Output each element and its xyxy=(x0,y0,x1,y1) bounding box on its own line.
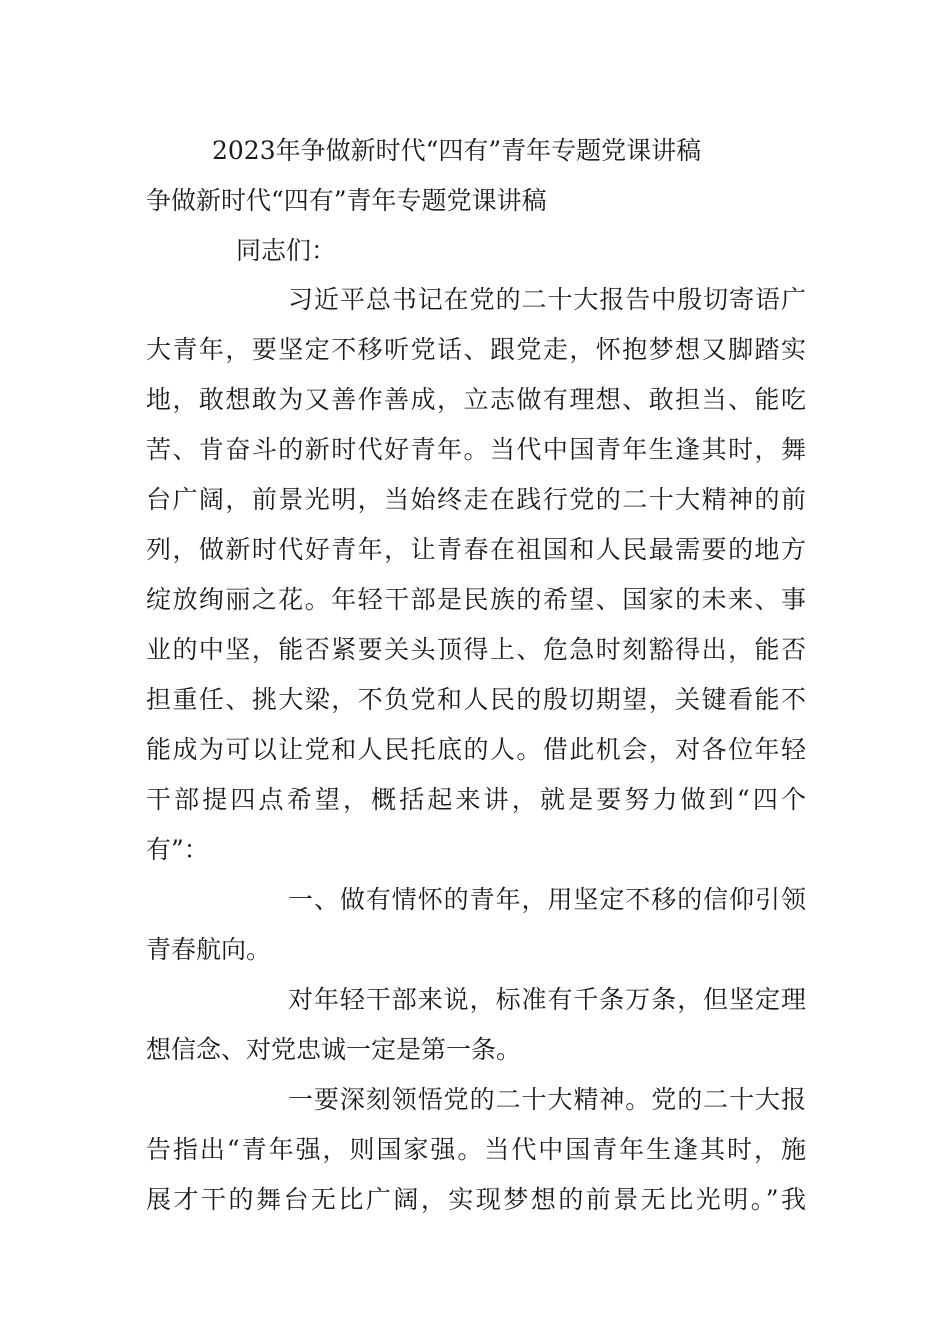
paragraph-line: 担重任、挑大梁，不负党和人民的殷切期望，关键看能不 xyxy=(146,685,806,714)
paragraph-line: 能成为可以让党和人民托底的人。借此机会，对各位年轻 xyxy=(146,735,806,764)
document-subtitle: 争做新时代“四有”青年专题党课讲稿 xyxy=(146,186,547,215)
paragraph-line: 大青年，要坚定不移听党话、跟党走，怀抱梦想又脚踏实 xyxy=(146,335,806,364)
paragraph-line: 苦、肯奋斗的新时代好青年。当代中国青年生逢其时，舞 xyxy=(146,435,806,464)
paragraph-line: 地，敢想敢为又善作善成，立志做有理想、敢担当、能吃 xyxy=(146,385,806,414)
paragraph-line: 想信念、对党忠诚一定是第一条。 xyxy=(146,1035,522,1064)
document-title: 2023年争做新时代“四有”青年专题党课讲稿 xyxy=(212,136,702,165)
paragraph-line: 对年轻干部来说，标准有千条万条，但坚定理 xyxy=(288,985,806,1014)
paragraph-line: 台广阔，前景光明，当始终走在践行党的二十大精神的前 xyxy=(146,485,806,514)
paragraph-line: 业的中坚，能否紧要关头顶得上、危急时刻豁得出，能否 xyxy=(146,635,806,664)
paragraph-line: 绽放绚丽之花。年轻干部是民族的希望、国家的未来、事 xyxy=(146,585,806,614)
salutation: 同志们： xyxy=(236,236,337,265)
paragraph-line: 展才干的舞台无比广阔，实现梦想的前景无比光明。”我 xyxy=(146,1185,806,1214)
paragraph-line: 告指出“青年强，则国家强。当代中国青年生逢其时，施 xyxy=(146,1135,806,1164)
paragraph-line: 列，做新时代好青年，让青春在祖国和人民最需要的地方 xyxy=(146,535,806,564)
paragraph-line: 有”： xyxy=(146,835,209,864)
section-heading-line: 一、做有情怀的青年，用坚定不移的信仰引领 xyxy=(288,885,806,914)
paragraph-line: 一要深刻领悟党的二十大精神。党的二十大报 xyxy=(288,1085,806,1114)
section-heading-line: 青春航向。 xyxy=(146,935,272,964)
paragraph-line: 干部提四点希望，概括起来讲，就是要努力做到“四个 xyxy=(146,785,806,814)
paragraph-line: 习近平总书记在党的二十大报告中殷切寄语广 xyxy=(288,285,806,314)
